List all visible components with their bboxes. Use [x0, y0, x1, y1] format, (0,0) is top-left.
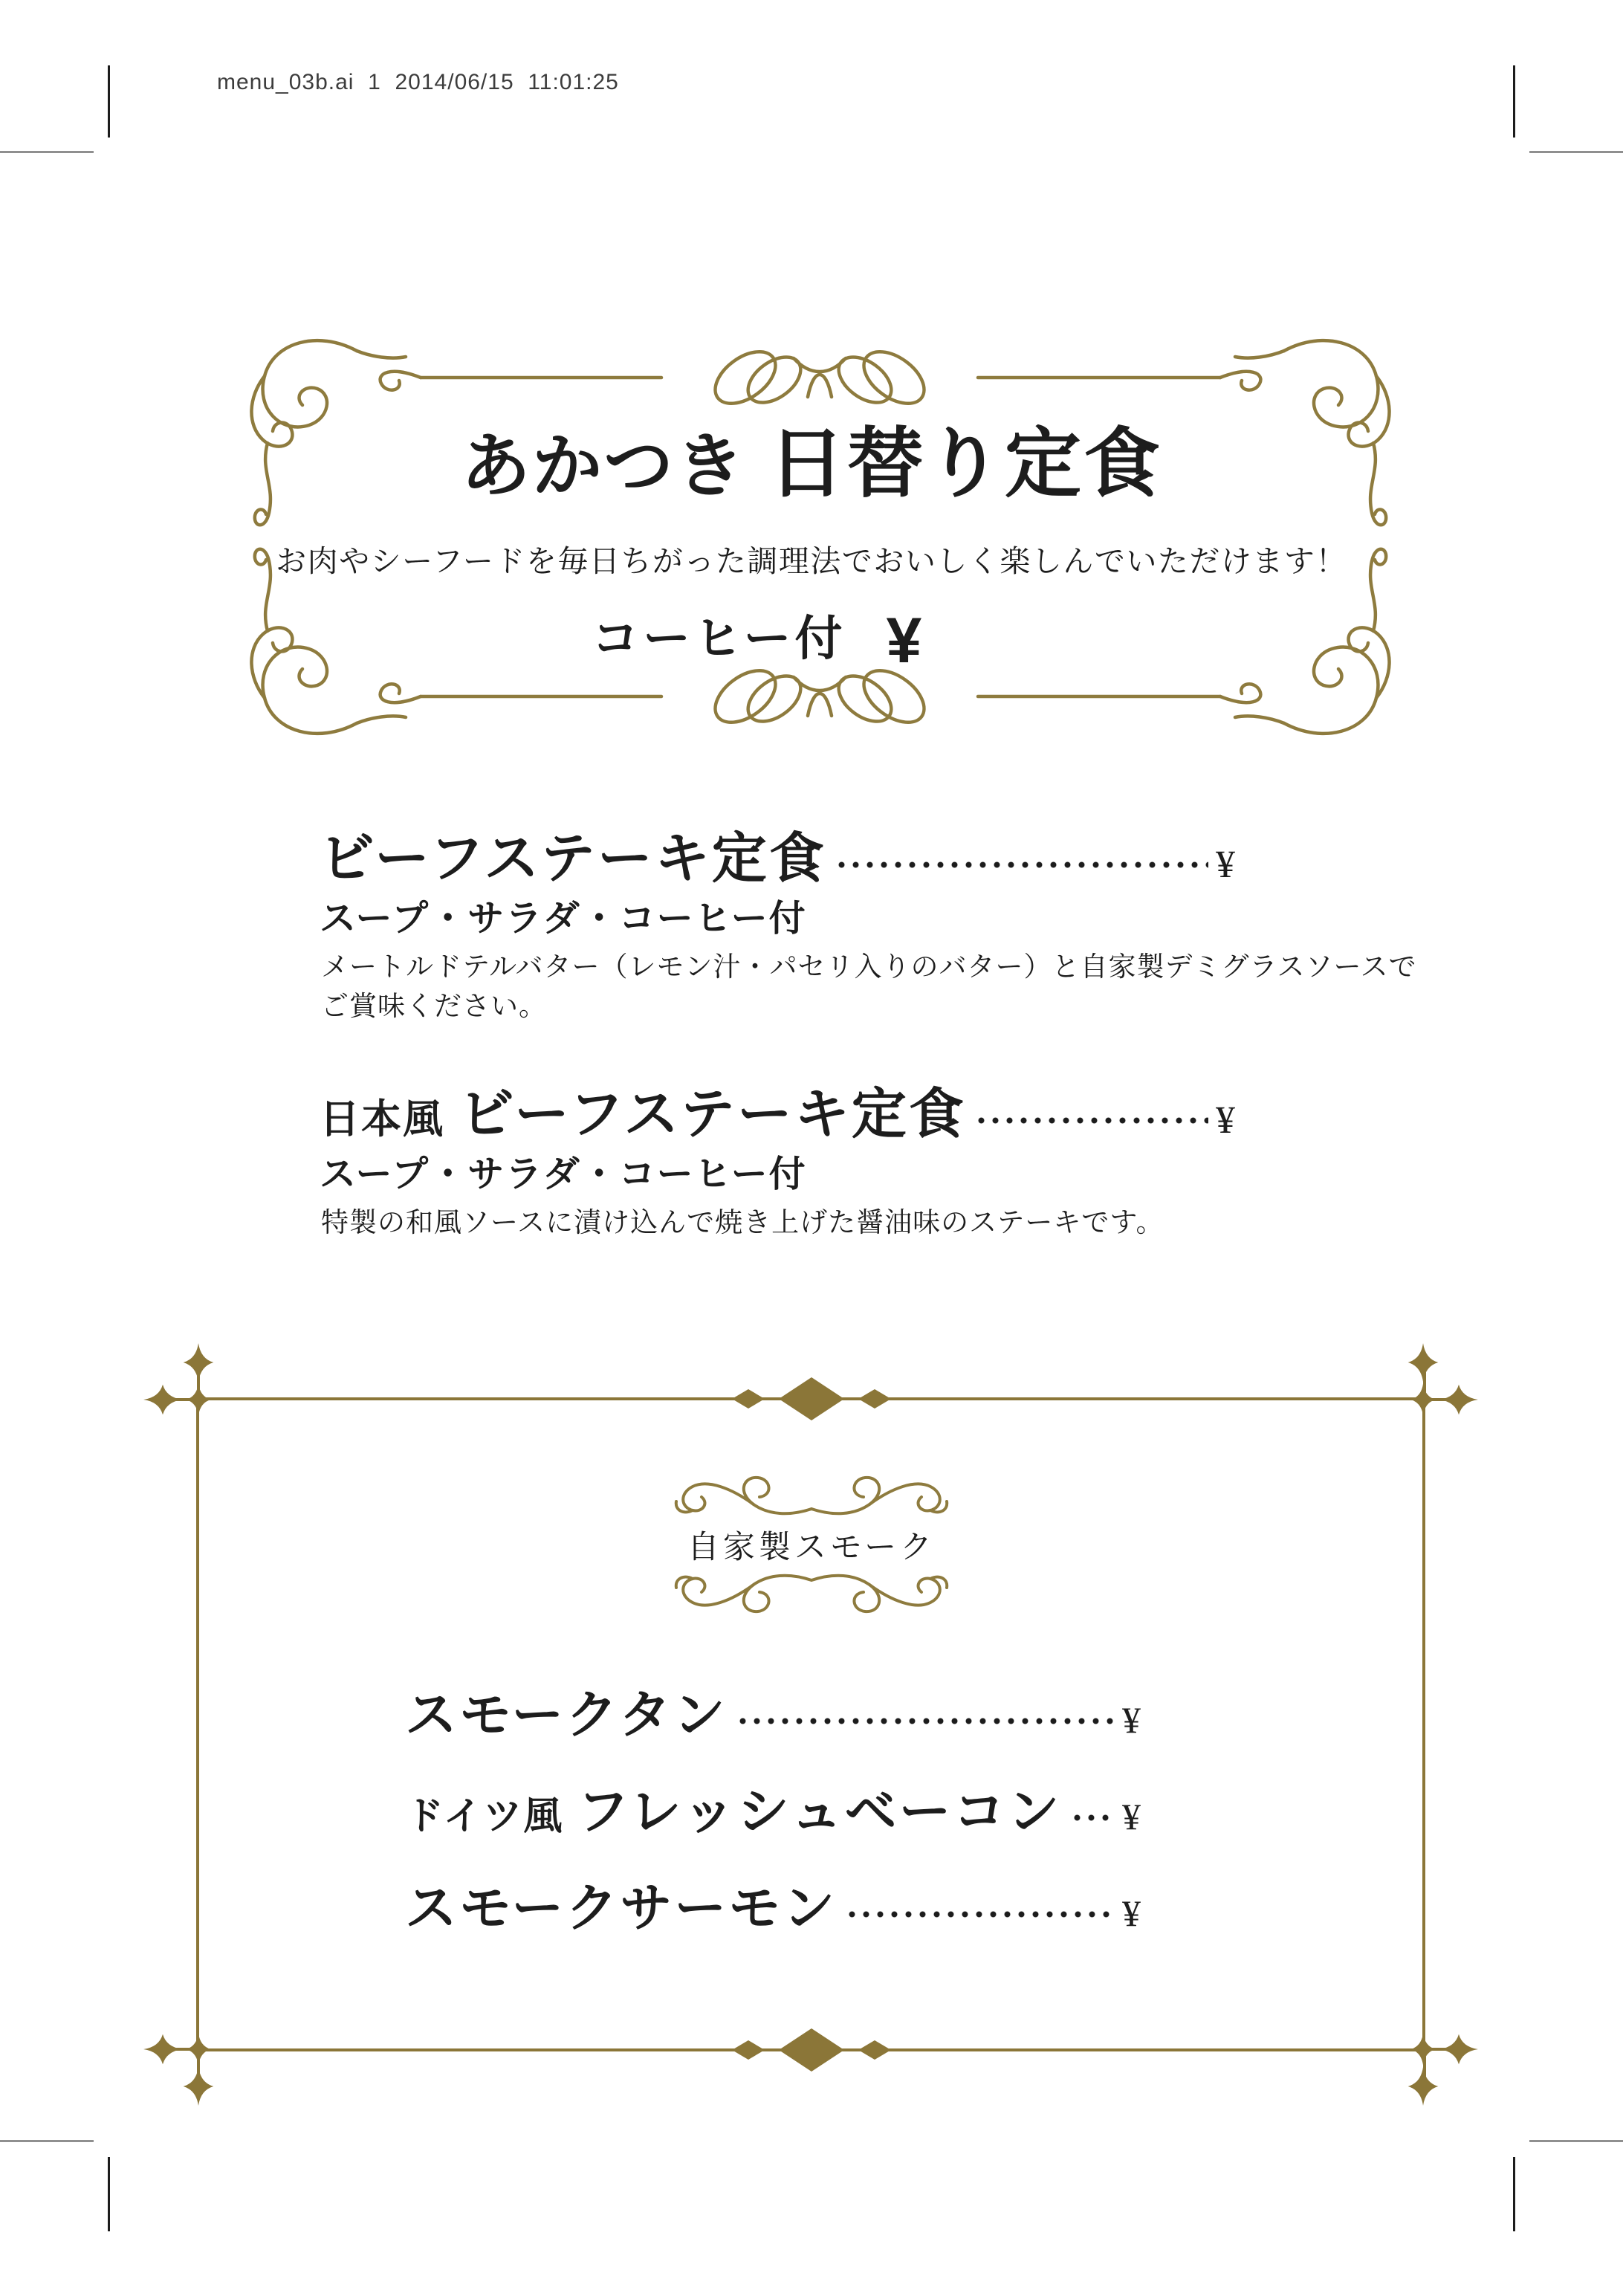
menu-item-price: ¥ — [1122, 1892, 1141, 1934]
smoked-heading-ornament-bottom — [670, 1570, 953, 1616]
description-line: メートルドテルバター（レモン汁・パセリ入りのバター）と自家製デミグラスソースで — [321, 952, 1417, 983]
menu-item-beef-steak — [320, 827, 1235, 889]
menu-item-prefix: 日本風 — [320, 1097, 444, 1142]
corner-star-icon — [1406, 1383, 1440, 1417]
menu-item-price: ¥ — [1216, 1099, 1235, 1142]
menu-item-smoked-salmon — [405, 1879, 1141, 1937]
crop-mark-top-left-horizontal — [0, 151, 94, 153]
dotted-leader — [849, 1911, 1115, 1918]
menu-title-script: あかつき — [460, 427, 746, 505]
crop-mark-bottom-right-vertical — [1513, 2157, 1515, 2231]
dotted-leader — [739, 1718, 1115, 1724]
file-slug-line: menu_03b.ai 1 2014/06/15 11:01:25 — [217, 70, 619, 94]
smoked-heading-ornament-top — [670, 1473, 953, 1519]
menu-item-price: ¥ — [1216, 844, 1235, 886]
crop-mark-bottom-right-horizontal — [1529, 2140, 1623, 2142]
menu-title-main: 日替り定食 — [768, 421, 1162, 506]
menu-item-name: スモークタン — [405, 1686, 728, 1744]
dotted-leader — [1074, 1814, 1115, 1821]
menu-subtitle: お肉やシーフードを毎日ちがった調理法でおいしく楽しんでいただけます！ — [276, 544, 1347, 578]
corner-star-icon — [181, 1383, 216, 1417]
coffee-included-label: コーヒー付 — [592, 612, 846, 665]
menu-item-includes: スープ・サラダ・コーヒー付 — [320, 1154, 807, 1194]
menu-item-fresh-bacon — [405, 1782, 1141, 1840]
menu-item-name: ビーフステーキ定食 — [320, 827, 826, 889]
menu-item-japanese-beef-steak — [320, 1083, 1235, 1145]
menu-title — [0, 421, 1623, 506]
crop-mark-top-right-horizontal — [1529, 151, 1623, 153]
menu-item-description — [321, 948, 1417, 1026]
menu-item-description — [321, 1204, 1164, 1244]
menu-item-includes: スープ・サラダ・コーヒー付 — [320, 899, 807, 939]
description-line: ご賞味ください。 — [321, 991, 547, 1022]
dotted-leader — [978, 1117, 1208, 1124]
diamond-ornament — [726, 1375, 897, 1423]
coffee-price-symbol: ¥ — [886, 605, 922, 677]
diamond-ornament — [726, 2026, 897, 2074]
crop-mark-bottom-left-horizontal — [0, 2140, 94, 2142]
dotted-leader — [838, 861, 1208, 868]
menu-item-price: ¥ — [1122, 1699, 1141, 1741]
corner-star-icon — [181, 2032, 216, 2066]
crop-mark-top-right-vertical — [1513, 65, 1515, 138]
crop-mark-bottom-left-vertical — [108, 2157, 110, 2231]
menu-item-price: ¥ — [1122, 1796, 1141, 1837]
crop-mark-top-left-vertical — [108, 65, 110, 138]
description-line: 特製の和風ソースに漬け込んで焼き上げた醤油味のステーキです。 — [321, 1208, 1164, 1238]
coffee-included-line — [592, 605, 922, 677]
menu-item-name: フレッシュベーコン — [577, 1782, 1062, 1840]
menu-item-prefix: ドイツ風 — [405, 1795, 564, 1838]
menu-item-name: スモークサーモン — [405, 1879, 838, 1937]
menu-item-name: ビーフステーキ定食 — [459, 1083, 966, 1145]
menu-item-smoked-tongue — [405, 1686, 1141, 1744]
smoked-section-heading: 自家製スモーク — [687, 1530, 936, 1565]
corner-star-icon — [1406, 2032, 1440, 2066]
